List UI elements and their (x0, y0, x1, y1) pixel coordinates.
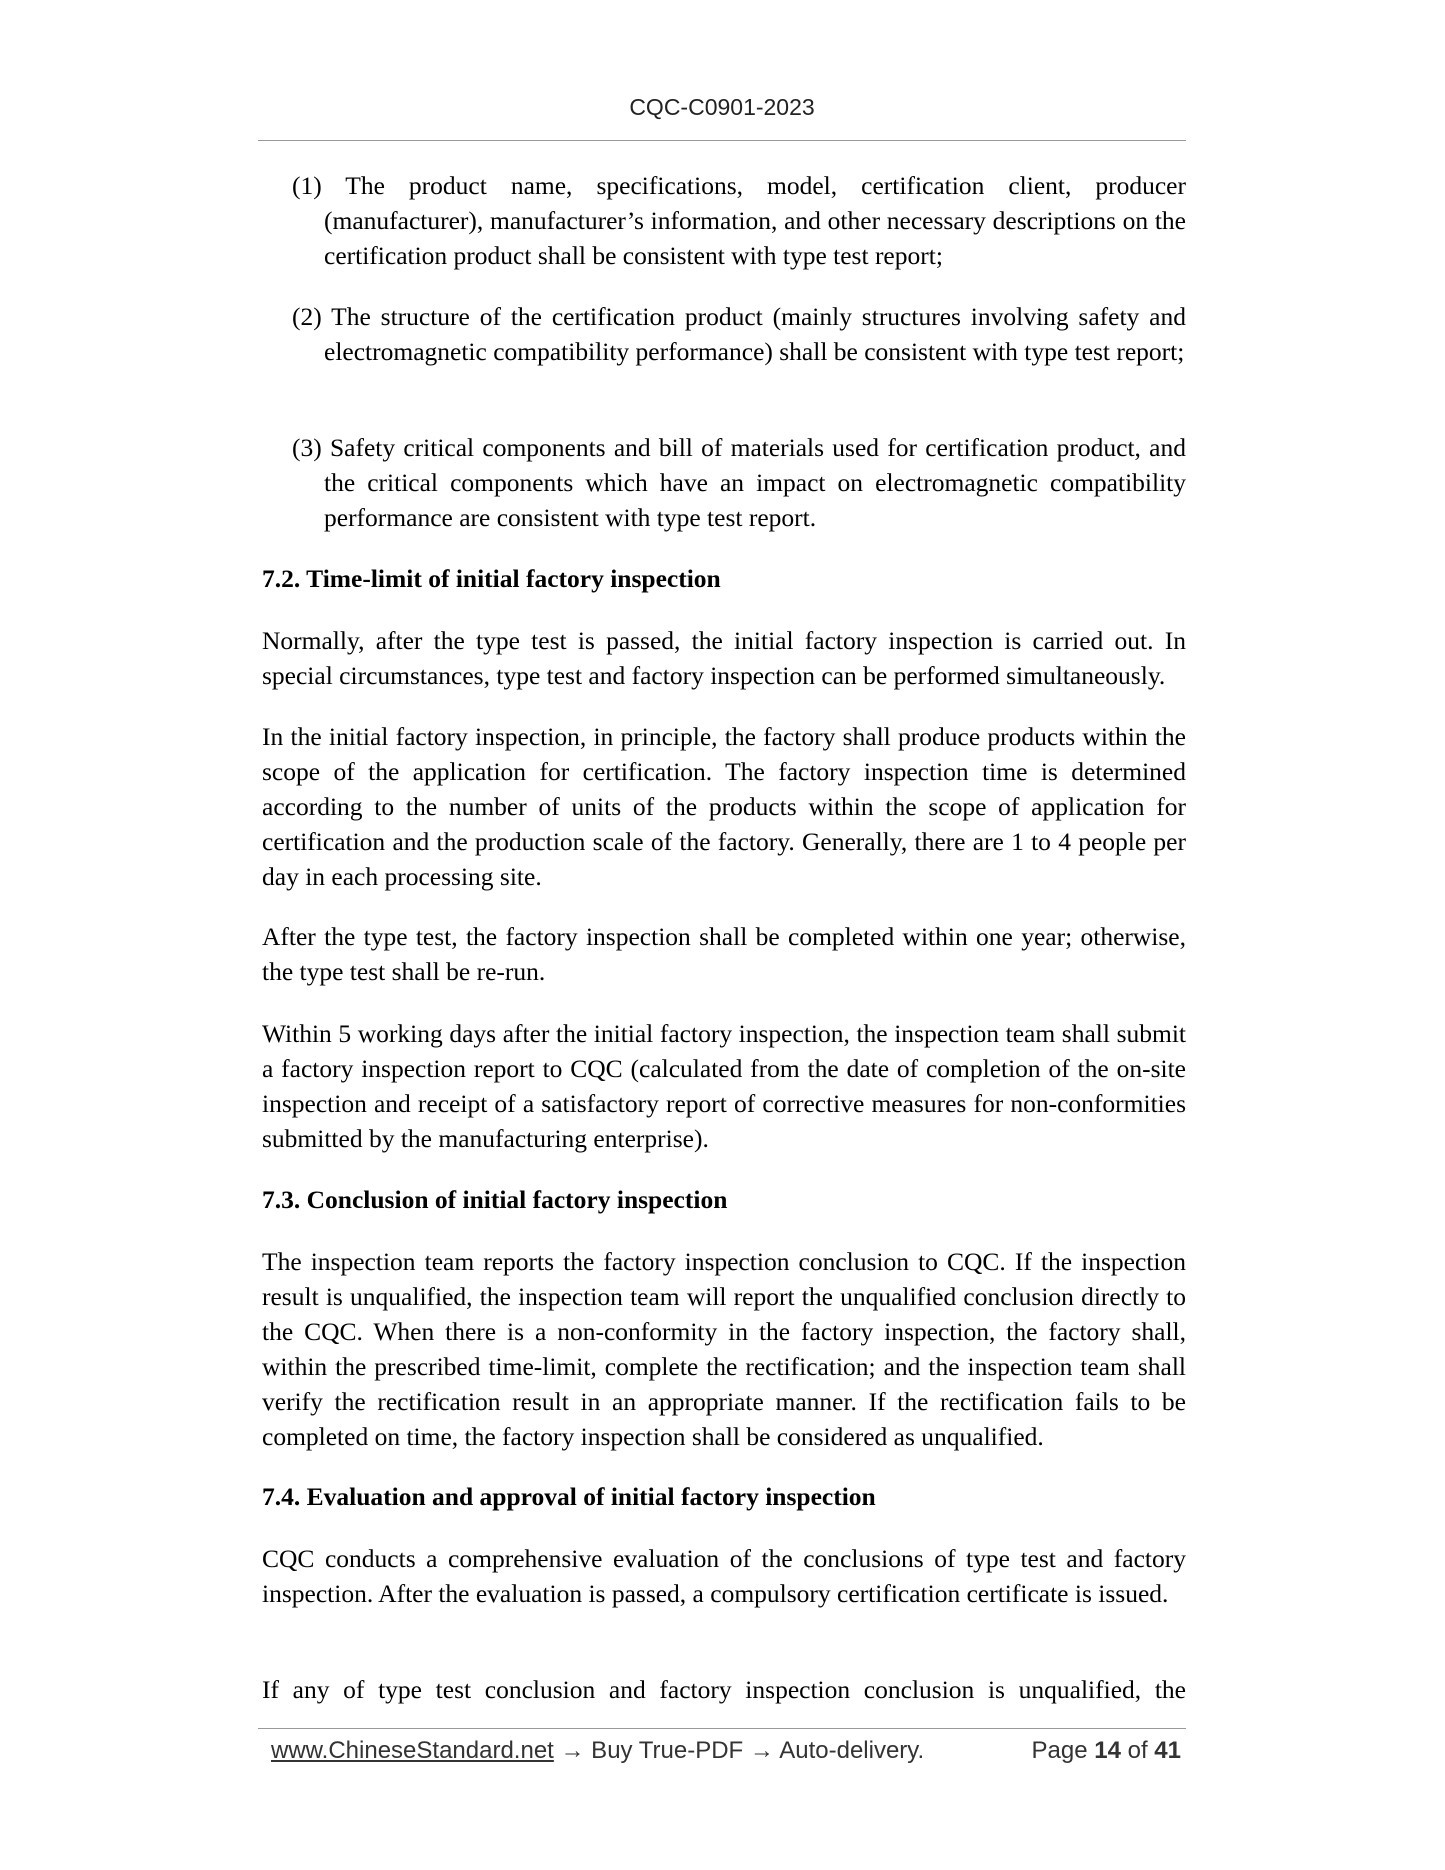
paragraph: Normally, after the type test is passed, the initial factory inspection is carried out. In special circumstances, type test and factory inspection can be performed simultaneously. (262, 626, 1186, 690)
document-header (258, 94, 1186, 121)
section-heading-7-4: 7.4. Evaluation and approval of initial factory inspection (262, 1482, 876, 1511)
section-7-4-para-2-block (262, 1672, 1186, 1707)
section-7-3-heading-block (262, 1182, 1186, 1217)
paragraph: After the type test, the factory inspection shall be completed within one year; otherwise, the type test shall be re-run. (262, 922, 1186, 986)
list-item-3: (3) Safety critical components and bill of materials used for certification product, and the critical components which have an impact on electromagnetic compatibility performance are consistent with type test report. (292, 433, 1186, 532)
section-heading-7-3: 7.3. Conclusion of initial factory inspection (262, 1185, 728, 1214)
section-7-2-para-4-block (262, 1016, 1186, 1156)
paragraph: CQC conducts a comprehensive evaluation of the conclusions of type test and factory inspection. After the evaluation is passed, a compulsory certification certificate is issued. (262, 1544, 1186, 1608)
section-7-2-para-2-block (262, 719, 1186, 894)
header-divider (258, 140, 1186, 141)
paragraph: Within 5 working days after the initial factory inspection, the inspection team shall submit a factory inspection report to CQC (calculated from the date of completion of the on-site inspection and receipt of a satisfactory report of corrective measures for non-conformities submitted by the manufacturing enterprise). (262, 1019, 1186, 1153)
section-heading-7-2: 7.2. Time-limit of initial factory inspection (262, 564, 721, 593)
section-7-3-para-1-block (262, 1244, 1186, 1454)
section-7-2-para-1-block (262, 623, 1186, 693)
document-footer (271, 1737, 1181, 1765)
paragraph: In the initial factory inspection, in principle, the factory shall produce products within the scope of the application for certification. The factory inspection time is determined according to the number of units of the products within the scope of application for certification and the production scale of the factory. Generally, there are 1 to 4 people per day in each processing site. (262, 722, 1186, 891)
document-id: CQC-C0901-2023 (629, 94, 815, 120)
page-number (1032, 1737, 1182, 1765)
paragraph: The inspection team reports the factory inspection conclusion to CQC. If the inspection result is unqualified, the inspection team will report the unqualified conclusion directly to the CQC. When there is a non-conformity in the factory inspection, the factory shall, within the prescribed time-limit, complete the rectification; and the inspection team shall verify the rectification result in an appropriate manner. If the rectification fails to be completed on time, the factory inspection shall be considered as unqualified. (262, 1247, 1186, 1451)
footer-promo (271, 1737, 924, 1765)
list-block-2 (262, 299, 1186, 369)
list-block (262, 168, 1186, 273)
website-link[interactable]: www.ChineseStandard.net (271, 1737, 554, 1764)
paragraph: If any of type test conclusion and factory inspection conclusion is unqualified, the (262, 1675, 1186, 1704)
section-7-2-para-3-block (262, 919, 1186, 989)
list-item-2: (2) The structure of the certification product (mainly structures involving safety and electromagnetic compatibility performance) shall be consistent with type test report; (292, 302, 1186, 366)
total-pages: 41 (1154, 1737, 1181, 1764)
section-7-4-heading-block (262, 1479, 1186, 1514)
list-block-3 (262, 430, 1186, 535)
page-label: Page (1031, 1737, 1088, 1764)
footer-divider (258, 1728, 1186, 1729)
page-of-label: of (1127, 1737, 1148, 1764)
section-7-4-para-1-block (262, 1541, 1186, 1611)
current-page: 14 (1094, 1737, 1121, 1764)
list-item-1: (1) The product name, specifications, model, certification client, producer (manufacturer), manufacturer’s information, and other necessary descriptions on the certification product shall be consistent with type test report; (292, 171, 1186, 270)
footer-promo-text: → Buy True-PDF → Auto-delivery. (553, 1737, 925, 1764)
section-7-2-heading-block (262, 561, 1186, 596)
